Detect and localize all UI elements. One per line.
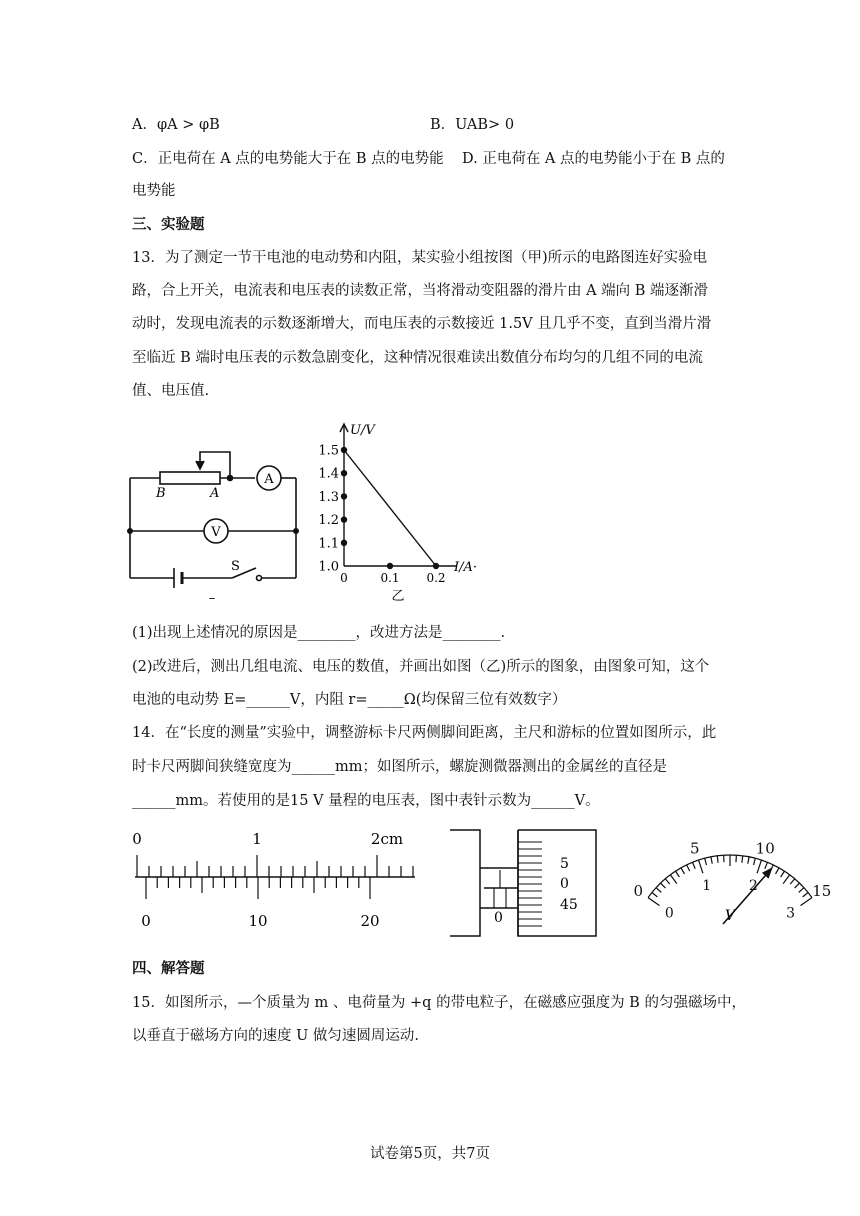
q13-line: 13．为了测定一节干电池的电动势和内阻，某实验小组按图（甲)所示的电路图连好实验电 [132, 250, 708, 266]
option-b: B．UAB> 0 [430, 117, 515, 133]
dial-tick [661, 883, 666, 888]
section-title-solutions: 四、解答题 [132, 961, 205, 977]
dial-tick [681, 868, 684, 874]
section-title-experiments: 三、实验题 [132, 217, 205, 233]
dial-tick [676, 871, 680, 877]
dial-tick [648, 898, 659, 906]
dial-tick [790, 879, 795, 884]
y-tick-label: 1.4 [318, 466, 339, 482]
q14-line: 时卡尺两脚间狭缝宽度为______mm；如图所示，螺旋测微器测出的金属丝的直径是 [132, 759, 667, 775]
dial-tick [799, 888, 804, 893]
q13-sub1: (1)出现上述情况的原因是________，改进方法是________. [132, 625, 506, 641]
thimble [518, 830, 596, 936]
q13-sub2-continued: 电池的电动势 E=______V，内阻 r=_____Ω(均保留三位有效数字） [132, 692, 567, 708]
micrometer-figure [448, 828, 608, 938]
dial-unit-label: V [725, 908, 736, 924]
x-tick-label: 0.2 [426, 571, 446, 585]
circuit-diagram [120, 435, 310, 615]
data-point [341, 470, 347, 476]
data-point [341, 516, 347, 522]
dial-inner-label: 1 [702, 877, 712, 894]
option-c: C．正电荷在 A 点的电势能大于在 B 点的电势能 [132, 151, 444, 167]
option-d-continued: 电势能 [132, 183, 176, 199]
dial-tick [800, 898, 811, 906]
main-label-1: 1 [252, 830, 262, 848]
voltmeter-label: V [211, 525, 221, 540]
dial-outer-label: 15 [812, 881, 832, 900]
dial-tick [748, 857, 749, 864]
q13-line: 动时，发现电流表的示数逐渐增大，而电压表的示数接近 1.5V 且几乎不变，直到当滑片滑 [132, 316, 712, 332]
data-point [341, 540, 347, 546]
data-point [341, 493, 347, 499]
thimble-label-0: 0 [560, 876, 569, 892]
data-point [433, 563, 439, 569]
y-tick-label: 1.3 [318, 489, 339, 505]
vernier-caliper-figure [125, 822, 425, 932]
x-tick-label: 0.1 [380, 571, 400, 585]
dial-tick [699, 860, 703, 873]
ammeter-label: A [264, 472, 274, 487]
vernier-label-20: 20 [360, 912, 380, 930]
circuit-caption: – [208, 591, 216, 606]
page-footer: 试卷第5页，共7页 [370, 1146, 490, 1162]
main-label-2cm: 2cm [370, 830, 404, 848]
dial-tick [757, 860, 761, 873]
y-tick-label: 1.1 [318, 536, 339, 552]
q13-line: 路，合上开关，电流表和电压表的读数正常，当将滑动变阻器的滑片由 A 端向 B 端逐渐滑 [132, 283, 709, 299]
dial-tick [656, 888, 661, 893]
thimble-label-45: 45 [560, 897, 578, 913]
q15-line: 15．如图所示，—个质量为 m 、电荷量为 +q 的带电粒子，在磁感应强度为 B 的匀强磁场中， [132, 995, 746, 1011]
dial-inner-label: 2 [748, 877, 758, 894]
voltmeter-dial [615, 820, 845, 940]
dial-tick [705, 858, 707, 865]
vernier-label-10: 10 [248, 912, 268, 930]
dial-tick [803, 893, 808, 897]
dial-inner-label: 0 [664, 905, 674, 922]
dial-tick [652, 893, 657, 897]
dial-tick [754, 858, 756, 865]
rheostat [160, 472, 220, 484]
dial-inner-label: 3 [786, 905, 796, 922]
y-tick-label: 1.0 [318, 559, 339, 575]
q14-line: 14．在“长度的测量”实验中，调整游标卡尺两侧脚间距离，主尺和游标的位置如图所示，此 [132, 725, 717, 741]
vernier-label-0: 0 [141, 912, 151, 930]
label-b: B [156, 486, 166, 501]
label-a: A [210, 486, 220, 501]
y-axis-label: U/V [350, 423, 375, 438]
data-point [341, 447, 347, 453]
x-tick-label: 0 [340, 571, 348, 585]
q15-line: 以垂直于磁场方向的速度 U 做匀速圆周运动. [132, 1028, 420, 1044]
main-label-0: 0 [132, 830, 142, 848]
dial-tick [717, 856, 718, 863]
dial-outer-label: 10 [755, 839, 775, 858]
x-axis-label: I/A· [454, 560, 478, 575]
sleeve-zero-label: 0 [494, 910, 503, 926]
switch-label: S [231, 559, 240, 574]
y-tick-label: 1.5 [318, 443, 339, 459]
dial-tick [670, 875, 677, 884]
q14-line: ______mm。若使用的是15 V 量程的电压表，图中表针示数为______V。 [132, 793, 600, 809]
dial-outer-label: 5 [689, 839, 700, 858]
dial-tick [781, 871, 785, 877]
dial-tick [765, 862, 768, 868]
u-i-graph [314, 418, 484, 608]
thimble-label-5: 5 [560, 856, 569, 872]
dial-tick [776, 868, 779, 874]
option-d: D. 正电荷在 A 点的电势能小于在 B 点的 [462, 151, 725, 167]
q13-sub2: (2)改进后，测出几组电流、电压的数值，并画出如图（乙)所示的图象，由图象可知，这个 [132, 659, 710, 675]
q13-line: 值、电压值. [132, 383, 210, 399]
dial-outer-label: 0 [633, 881, 644, 900]
anvil-frame [450, 830, 480, 936]
dial-tick [693, 862, 696, 868]
dial-tick [665, 879, 670, 884]
data-point [387, 563, 393, 569]
dial-tick [742, 856, 743, 863]
dial-tick [711, 857, 712, 864]
dial-tick [687, 865, 690, 871]
y-tick-label: 1.2 [318, 513, 339, 529]
dial-tick [783, 875, 790, 884]
option-a: A．φA > φB [132, 117, 220, 133]
graph-caption: 乙 [391, 589, 405, 604]
dial-tick [795, 883, 800, 888]
fit-line [344, 450, 436, 566]
q13-line: 至临近 B 端时电压表的示数急剧变化，这种情况很难读出数值分布均匀的几组不同的电流 [132, 350, 703, 366]
